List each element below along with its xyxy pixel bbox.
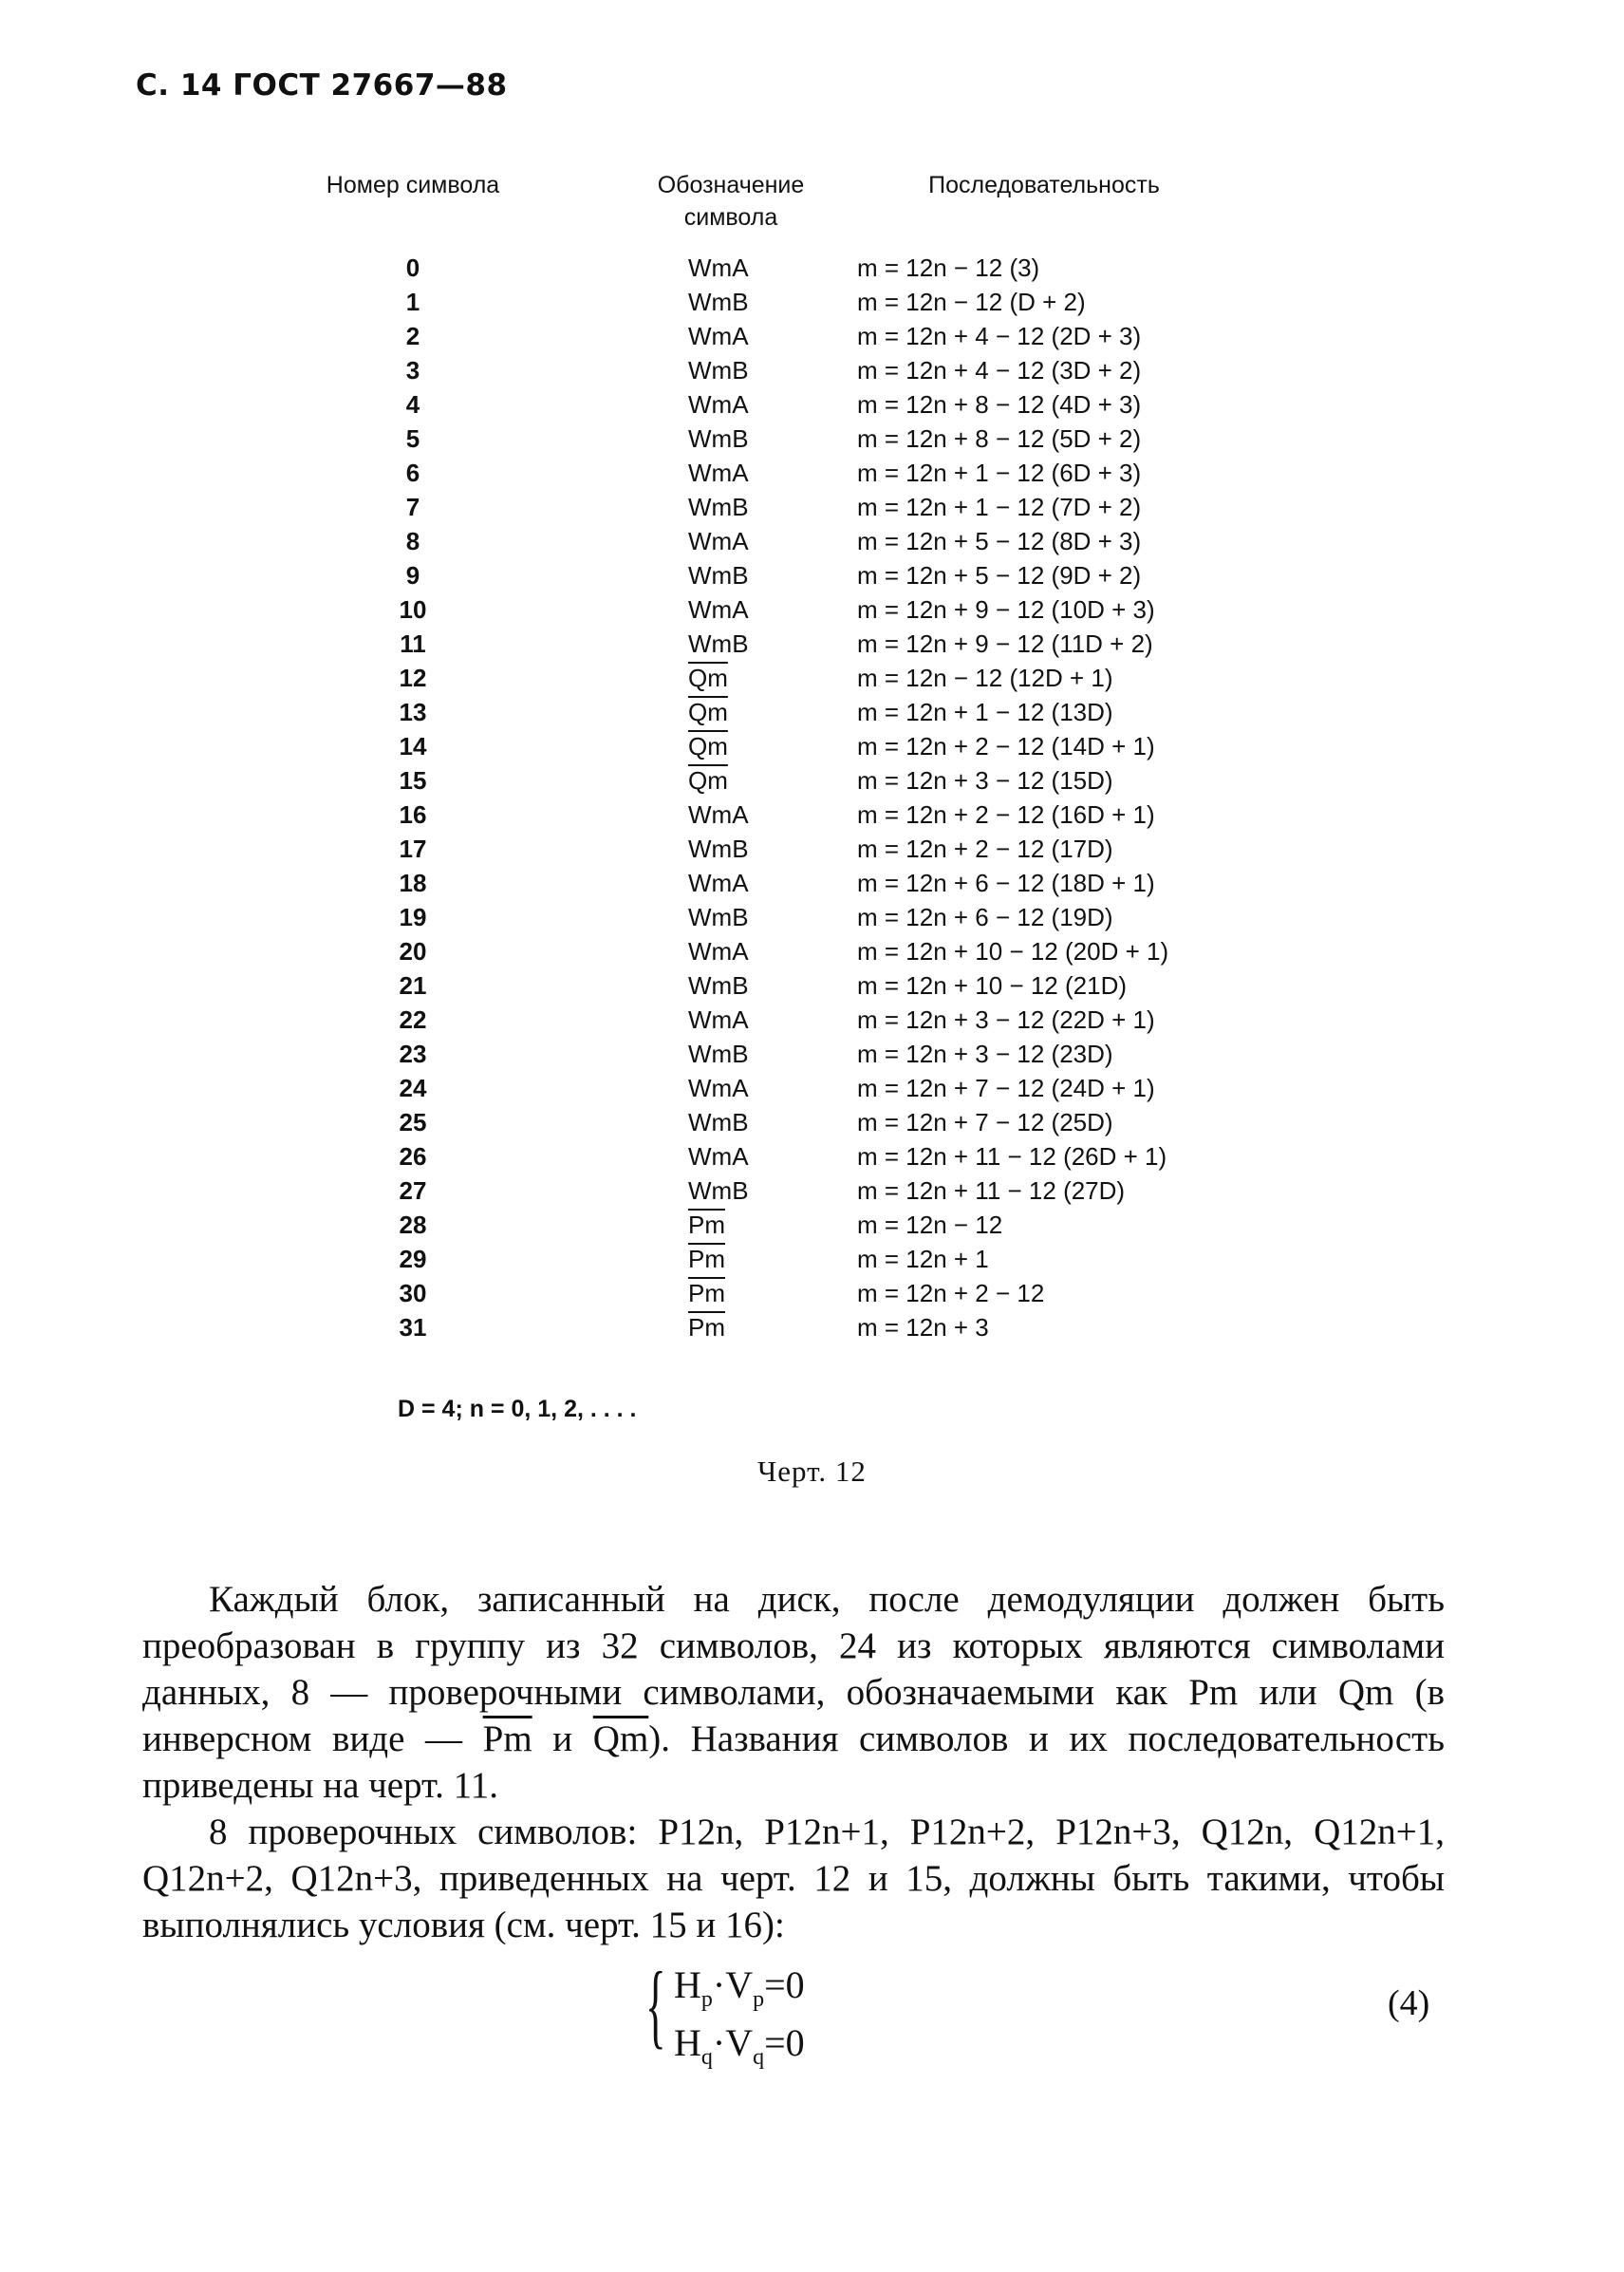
equation-line-q: $H_q\cdot V_q=0$ — [674, 2021, 805, 2070]
symbol-number: 14 — [399, 732, 427, 760]
paragraph-2: 8 проверочных символов: P12n, P12n+1, P12n+2, P12n+3, Q12n, Q12n+1, Q12n+2, Q12n+3, приведенных на черт. 12 и 15, должны быть такими, чтобы выполнялись условия (см. черт. 15 и 16): — [142, 1812, 1445, 1945]
symbol-sequence: m = 12n + 3 — [857, 1313, 989, 1342]
table-row — [0, 251, 1624, 285]
inverse-pm: $\overline{Pm}$ — [482, 1718, 532, 1759]
symbol-designation: WmB — [688, 903, 749, 931]
table-row — [0, 558, 1624, 592]
symbol-designation: WmB — [688, 629, 749, 658]
table-row — [0, 934, 1624, 968]
symbol-number: 11 — [400, 629, 426, 658]
table-row — [0, 422, 1624, 456]
symbol-sequence: m = 12n + 11 − 12 (27D) — [857, 1176, 1126, 1205]
symbol-sequence: m = 12n + 11 − 12 (26D + 1) — [857, 1142, 1167, 1171]
table-row — [0, 387, 1624, 422]
table-row — [0, 798, 1624, 832]
table-row — [0, 627, 1624, 661]
symbol-sequence: m = 12n + 7 − 12 (25D) — [857, 1108, 1113, 1136]
symbol-designation: $\overline{Qm}$ — [688, 664, 728, 692]
symbol-designation: WmB — [688, 288, 749, 316]
symbol-number: 20 — [399, 937, 427, 966]
symbol-number: 24 — [399, 1074, 427, 1102]
symbol-sequence: m = 12n − 12 (12D + 1) — [857, 664, 1113, 692]
table-row — [0, 353, 1624, 387]
symbol-designation: WmA — [688, 459, 749, 487]
inverse-qm: $\overline{Qm}$ — [592, 1718, 649, 1759]
symbol-number: 18 — [399, 869, 427, 897]
symbol-number: 15 — [399, 766, 427, 795]
symbol-designation: $\overline{Qm}$ — [688, 698, 728, 726]
symbol-number: 1 — [405, 288, 420, 316]
table-row — [0, 900, 1624, 934]
equation-lines — [674, 1963, 805, 2079]
symbol-designation: $\overline{Qm}$ — [688, 766, 728, 795]
symbol-sequence: m = 12n + 3 − 12 (23D) — [857, 1040, 1113, 1068]
column-header-designation-line2: символа — [683, 204, 778, 231]
page-header: С. 14 ГОСТ 27667—88 — [136, 68, 508, 103]
table-row — [0, 729, 1624, 763]
symbol-designation: WmA — [688, 527, 749, 555]
table-row — [0, 1310, 1624, 1344]
symbol-sequence: m = 12n + 10 − 12 (21D) — [857, 971, 1128, 1000]
table-row — [0, 1139, 1624, 1174]
symbol-number: 29 — [399, 1245, 427, 1273]
symbol-designation: WmA — [688, 937, 749, 966]
table-row — [0, 456, 1624, 490]
symbol-designation: WmB — [688, 971, 749, 1000]
symbol-designation: WmA — [688, 800, 749, 829]
table-row — [0, 763, 1624, 798]
symbol-sequence: m = 12n + 7 − 12 (24D + 1) — [857, 1074, 1155, 1102]
symbol-designation: $\overline{Qm}$ — [688, 732, 728, 760]
symbol-number: 10 — [399, 595, 427, 624]
symbol-sequence: m = 12n + 5 − 12 (8D + 3) — [857, 527, 1142, 555]
equation-line-p: $H_p\cdot V_p=0$ — [674, 1963, 805, 2012]
symbol-sequence: m = 12n + 1 — [857, 1245, 989, 1273]
symbol-sequence: m = 12n + 4 − 12 (2D + 3) — [857, 322, 1142, 350]
symbol-sequence: m = 12n + 9 − 12 (11D + 2) — [857, 629, 1153, 658]
symbol-sequence: m = 12n + 4 − 12 (3D + 2) — [857, 356, 1142, 385]
symbol-designation: WmA — [688, 390, 749, 419]
table-row — [0, 695, 1624, 729]
table-row — [0, 968, 1624, 1003]
symbol-sequence: m = 12n + 9 − 12 (10D + 3) — [857, 595, 1155, 624]
symbol-number: 0 — [405, 253, 420, 282]
symbol-designation: WmB — [688, 1040, 749, 1068]
symbol-designation: WmA — [688, 1005, 749, 1034]
symbol-designation: WmA — [688, 1074, 749, 1102]
symbol-designation: WmB — [688, 493, 749, 521]
symbol-table — [0, 251, 1624, 1344]
symbol-number: 7 — [405, 493, 420, 521]
table-row — [0, 1208, 1624, 1242]
symbol-number: 28 — [399, 1211, 427, 1239]
symbol-number: 8 — [405, 527, 420, 555]
symbol-designation: WmB — [688, 356, 749, 385]
symbol-number: 22 — [399, 1005, 427, 1034]
table-row — [0, 1037, 1624, 1071]
symbol-number: 13 — [399, 698, 427, 726]
table-note: D = 4; n = 0, 1, 2, . . . . — [398, 1396, 637, 1422]
table-row — [0, 832, 1624, 866]
symbol-designation: WmB — [688, 424, 749, 453]
symbol-designation: $\overline{Pm}$ — [688, 1245, 725, 1273]
table-row — [0, 285, 1624, 319]
equation-number: (4) — [1388, 1983, 1430, 2023]
table-row — [0, 490, 1624, 524]
symbol-designation: WmB — [688, 1108, 749, 1136]
symbol-sequence: m = 12n + 2 − 12 (14D + 1) — [857, 732, 1155, 760]
symbol-sequence: m = 12n + 8 − 12 (5D + 2) — [857, 424, 1142, 453]
table-row — [0, 866, 1624, 900]
figure-caption: Черт. 12 — [757, 1455, 867, 1488]
symbol-sequence: m = 12n + 10 − 12 (20D + 1) — [857, 937, 1169, 966]
symbol-number: 19 — [399, 903, 427, 931]
column-header-designation-line1: Обозначение — [657, 172, 805, 198]
symbol-number: 3 — [405, 356, 420, 385]
table-row — [0, 592, 1624, 627]
table-row — [0, 661, 1624, 695]
paragraph-1-text-a: Каждый блок, записанный на диск, после демодуляции должен быть преобразован в группу из 32 символов, 24 из которых являются символами данных, 8 — проверочными символами, обозначаемыми как Pm или Qm (в инверсном виде — — [142, 1579, 1445, 1759]
symbol-designation: WmA — [688, 1142, 749, 1171]
symbol-number: 27 — [399, 1176, 427, 1205]
symbol-sequence: m = 12n + 3 − 12 (15D) — [857, 766, 1113, 795]
table-row — [0, 1276, 1624, 1310]
symbol-designation: $\overline{Pm}$ — [688, 1211, 725, 1239]
symbol-number: 5 — [405, 424, 420, 453]
symbol-designation: $\overline{Pm}$ — [688, 1313, 725, 1342]
symbol-sequence: m = 12n + 6 − 12 (18D + 1) — [857, 869, 1155, 897]
symbol-number: 2 — [405, 322, 420, 350]
symbol-sequence: m = 12n + 1 − 12 (6D + 3) — [857, 459, 1142, 487]
symbol-designation: WmB — [688, 561, 749, 590]
table-row — [0, 1003, 1624, 1037]
symbol-number: 26 — [399, 1142, 427, 1171]
table-row — [0, 1174, 1624, 1208]
column-header-sequence: Последовательность — [928, 172, 1160, 198]
symbol-designation: WmB — [688, 1176, 749, 1205]
symbol-designation: WmA — [688, 253, 749, 282]
symbol-number: 25 — [399, 1108, 427, 1136]
symbol-sequence: m = 12n − 12 (D + 2) — [857, 288, 1086, 316]
symbol-sequence: m = 12n − 12 (3) — [857, 253, 1040, 282]
symbol-designation: WmA — [688, 595, 749, 624]
symbol-sequence: m = 12n + 3 − 12 (22D + 1) — [857, 1005, 1155, 1034]
symbol-designation: WmA — [688, 869, 749, 897]
symbol-number: 16 — [399, 800, 427, 829]
symbol-number: 12 — [399, 664, 427, 692]
symbol-sequence: m = 12n + 2 − 12 (16D + 1) — [857, 800, 1155, 829]
paragraph-1 — [142, 1576, 1445, 1809]
table-row — [0, 319, 1624, 353]
symbol-number: 17 — [399, 835, 427, 863]
symbol-sequence: m = 12n + 1 − 12 (7D + 2) — [857, 493, 1142, 521]
symbol-number: 4 — [405, 390, 420, 419]
symbol-sequence: m = 12n + 5 − 12 (9D + 2) — [857, 561, 1142, 590]
symbol-number: 31 — [399, 1313, 427, 1342]
symbol-number: 9 — [405, 561, 420, 590]
table-row — [0, 524, 1624, 558]
symbol-designation: WmA — [688, 322, 749, 350]
symbol-designation: WmB — [688, 835, 749, 863]
symbol-sequence: m = 12n + 6 − 12 (19D) — [857, 903, 1113, 931]
table-row — [0, 1105, 1624, 1139]
symbol-number: 6 — [405, 459, 420, 487]
symbol-number: 30 — [399, 1279, 427, 1307]
symbol-sequence: m = 12n + 2 − 12 (17D) — [857, 835, 1113, 863]
symbol-sequence: m = 12n + 1 − 12 (13D) — [857, 698, 1113, 726]
paragraph-1-and: и — [532, 1718, 593, 1759]
paragraph-1-text-b: ). Названия символов и их последовательность приведены на черт. 11. — [142, 1718, 1446, 1806]
symbol-number: 23 — [399, 1040, 427, 1068]
symbol-sequence: m = 12n + 2 − 12 — [857, 1279, 1045, 1307]
symbol-sequence: m = 12n + 8 − 12 (4D + 3) — [857, 390, 1142, 419]
equation-brace: { — [645, 1952, 666, 2057]
symbol-designation: $\overline{Pm}$ — [688, 1279, 725, 1307]
table-row — [0, 1242, 1624, 1276]
symbol-sequence: m = 12n − 12 — [857, 1211, 1003, 1239]
column-header-designation — [626, 169, 835, 234]
symbol-number: 21 — [399, 971, 427, 1000]
column-header-number: Номер символа — [326, 172, 500, 198]
table-row — [0, 1071, 1624, 1105]
